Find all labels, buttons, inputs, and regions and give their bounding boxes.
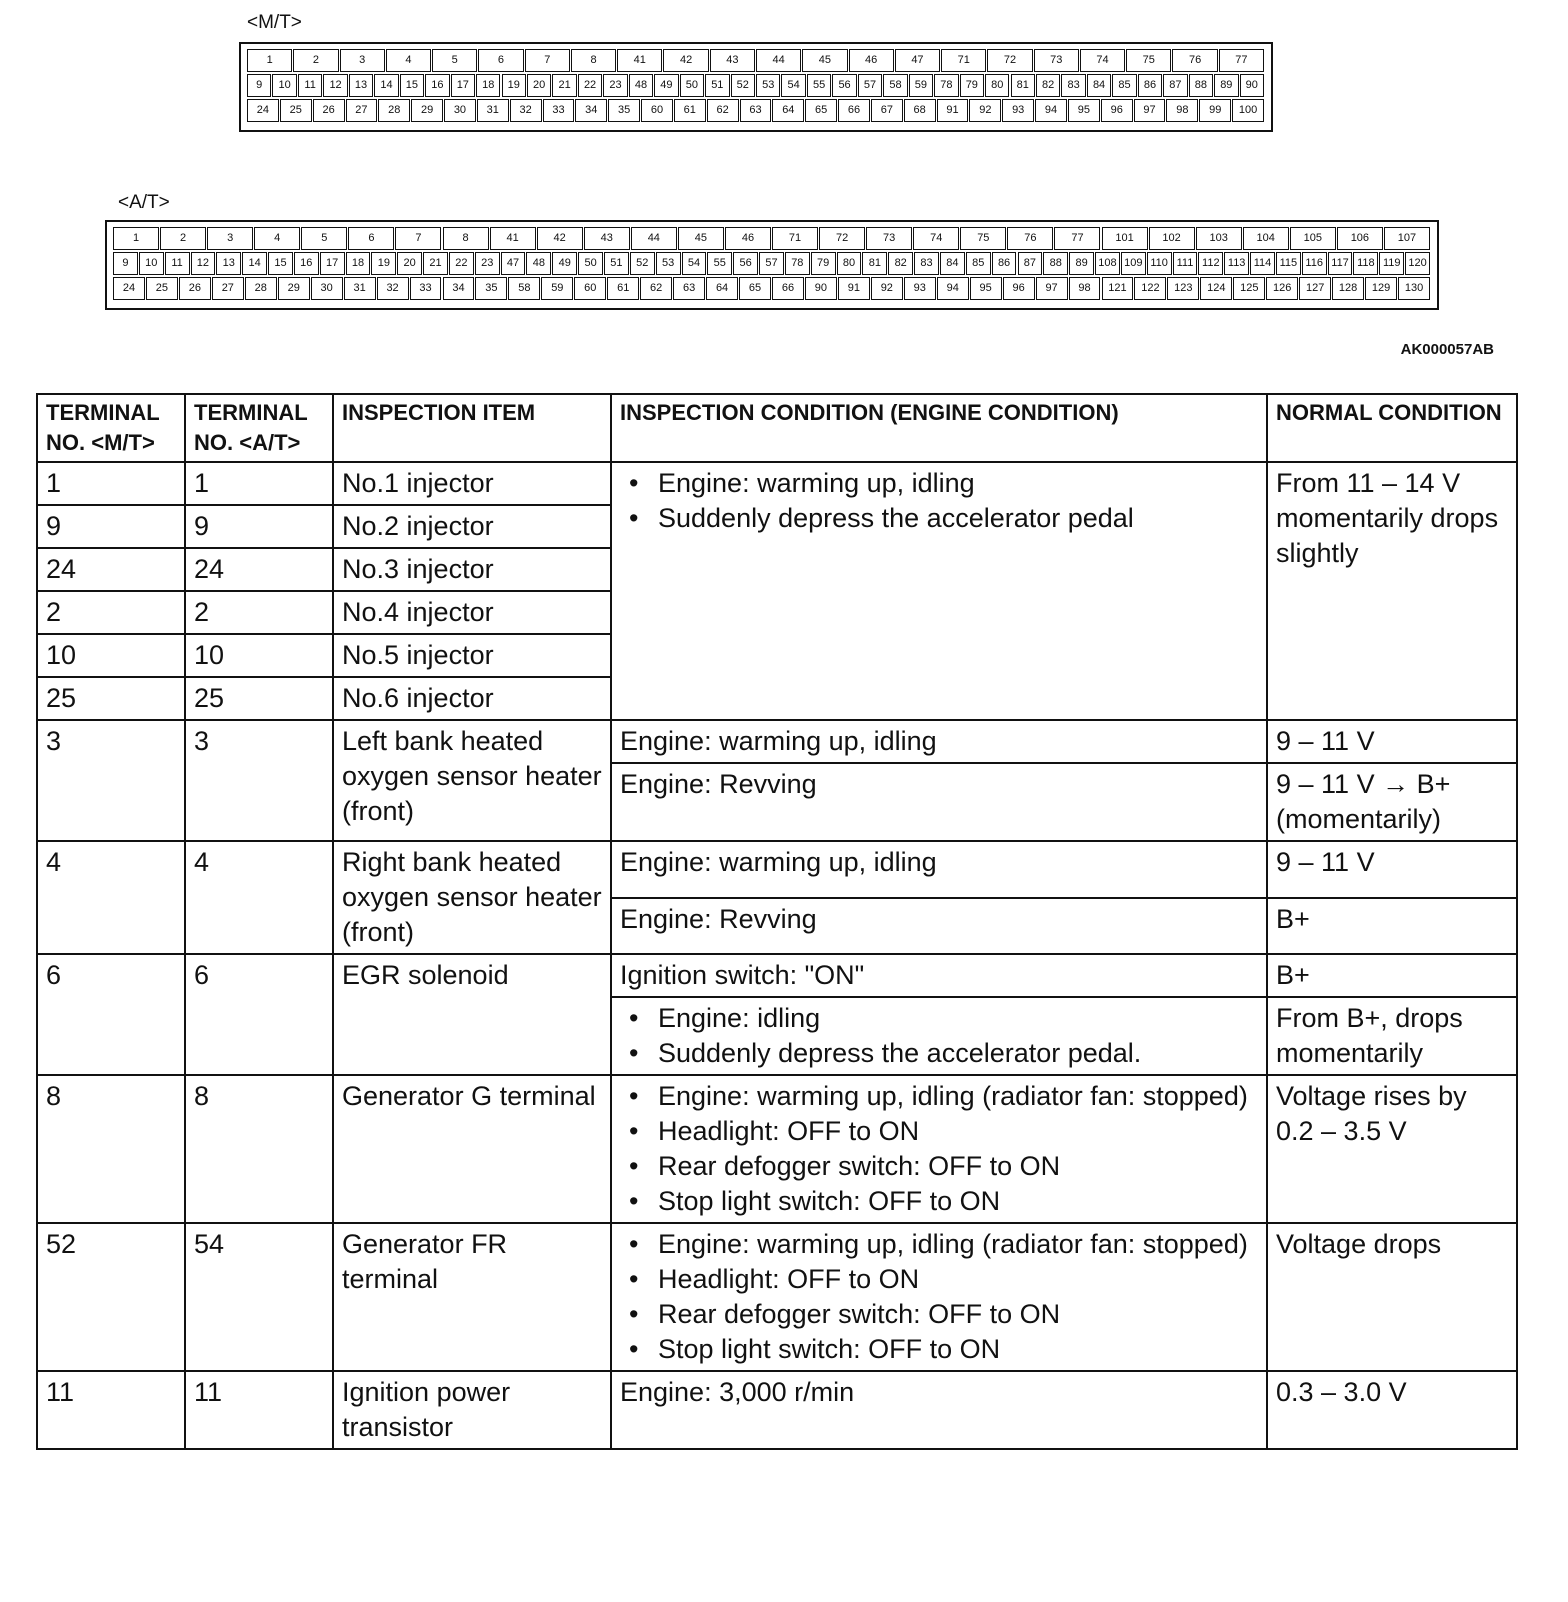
connector-pin: 56 (733, 252, 758, 275)
connector-pin: 127 (1299, 277, 1331, 300)
connector-pin: 74 (1080, 49, 1125, 72)
inspection-item: No.4 injector (333, 591, 611, 634)
connector-pin: 61 (607, 277, 639, 300)
connector-pin: 57 (759, 252, 784, 275)
connector-pin: 10 (139, 252, 164, 275)
connector-pin: 106 (1337, 227, 1383, 250)
connector-pin: 92 (871, 277, 903, 300)
terminal-at: 54 (185, 1223, 333, 1371)
connector-pin: 62 (640, 277, 672, 300)
at-connector-label: <A/T> (118, 192, 170, 213)
connector-pin: 25 (146, 277, 178, 300)
normal-condition: 0.3 – 3.0 V (1267, 1371, 1517, 1449)
connector-pin: 5 (301, 227, 347, 250)
connector-pin: 90 (1240, 74, 1264, 97)
header-inspection-item: INSPECTION ITEM (333, 394, 611, 462)
normal-condition: 9 – 11 V (1267, 841, 1517, 898)
connector-pin: 86 (1138, 74, 1162, 97)
connector-pin: 33 (410, 277, 442, 300)
connector-pin: 20 (397, 252, 422, 275)
connector-pin: 46 (849, 49, 894, 72)
connector-pin: 67 (871, 99, 903, 122)
connector-pin: 58 (883, 74, 907, 97)
connector-pin: 125 (1233, 277, 1265, 300)
inspection-item: No.5 injector (333, 634, 611, 677)
inspection-condition: Engine: warming up, idling (611, 841, 1267, 898)
connector-pin: 45 (678, 227, 724, 250)
inspection-condition (611, 997, 1267, 1075)
mt-connector-label: <M/T> (247, 12, 302, 33)
table-header-row (37, 394, 1517, 462)
connector-pin: 79 (811, 252, 836, 275)
connector-pin: 44 (631, 227, 677, 250)
connector-pin: 35 (608, 99, 640, 122)
condition-bullet: • Engine: warming up, idling (radiator fan: stopped) (620, 1079, 1258, 1114)
connector-pin: 114 (1250, 252, 1275, 275)
condition-bullet: • Headlight: OFF to ON (620, 1114, 1258, 1149)
connector-pin: 90 (805, 277, 837, 300)
table-row (37, 954, 1517, 997)
header-terminal-at: TERMINAL NO. <A/T> (185, 394, 333, 462)
connector-pin: 84 (940, 252, 965, 275)
connector-pin: 91 (838, 277, 870, 300)
inspection-condition: Ignition switch: "ON" (611, 954, 1267, 997)
connector-pin: 24 (113, 277, 145, 300)
connector-pin: 66 (838, 99, 870, 122)
connector-pin: 93 (904, 277, 936, 300)
connector-pin: 105 (1290, 227, 1336, 250)
inspection-item: Generator G terminal (333, 1075, 611, 1223)
connector-pin: 1 (247, 49, 292, 72)
connector-pin: 32 (377, 277, 409, 300)
connector-pin: 87 (1018, 252, 1043, 275)
connector-pin: 112 (1198, 252, 1223, 275)
connector-pin: 13 (216, 252, 241, 275)
connector-pin: 55 (807, 74, 831, 97)
connector-pin: 21 (552, 74, 576, 97)
connector-pin: 2 (160, 227, 206, 250)
condition-bullet: • Suddenly depress the accelerator pedal. (620, 1036, 1258, 1071)
connector-pin: 129 (1365, 277, 1397, 300)
connector-pin: 60 (574, 277, 606, 300)
connector-pin: 53 (656, 252, 681, 275)
connector-pin: 63 (673, 277, 705, 300)
connector-pin: 4 (254, 227, 300, 250)
terminal-mt: 1 (37, 462, 185, 505)
inspection-condition: Engine: warming up, idling (611, 720, 1267, 763)
inspection-condition (611, 1075, 1267, 1223)
connector-pin: 103 (1196, 227, 1242, 250)
connector-pin: 121 (1102, 277, 1134, 300)
connector-pin: 22 (578, 74, 602, 97)
connector-pin: 45 (802, 49, 847, 72)
connector-pin: 62 (707, 99, 739, 122)
connector-pin: 55 (707, 252, 732, 275)
connector-pin: 26 (313, 99, 345, 122)
connector-pin: 43 (710, 49, 755, 72)
terminal-mt: 25 (37, 677, 185, 720)
inspection-condition: Engine: Revving (611, 898, 1267, 955)
connector-pin: 48 (629, 74, 653, 97)
connector-pin: 3 (207, 227, 253, 250)
connector-pin: 82 (1036, 74, 1060, 97)
terminal-mt: 9 (37, 505, 185, 548)
connector-pin: 27 (346, 99, 378, 122)
connector-pin: 97 (1036, 277, 1068, 300)
terminal-at: 4 (185, 841, 333, 954)
table-row (37, 462, 1517, 505)
terminal-mt: 6 (37, 954, 185, 1075)
normal-condition: Voltage drops (1267, 1223, 1517, 1371)
connector-pin: 12 (323, 74, 347, 97)
connector-pin: 29 (411, 99, 443, 122)
table-row (37, 1371, 1517, 1449)
table-row (37, 841, 1517, 898)
terminal-mt: 24 (37, 548, 185, 591)
connector-pin: 75 (960, 227, 1006, 250)
terminal-at: 8 (185, 1075, 333, 1223)
connector-pin: 88 (1189, 74, 1213, 97)
table-row (37, 720, 1517, 763)
connector-pin: 117 (1328, 252, 1353, 275)
connector-pin: 22 (449, 252, 474, 275)
condition-bullet: • Stop light switch: OFF to ON (620, 1184, 1258, 1219)
connector-pin: 15 (400, 74, 424, 97)
normal-condition: From B+, drops momentarily (1267, 997, 1517, 1075)
connector-pin: 64 (706, 277, 738, 300)
connector-pin: 95 (970, 277, 1002, 300)
connector-pin: 53 (756, 74, 780, 97)
connector-pin: 31 (477, 99, 509, 122)
connector-pin: 94 (937, 277, 969, 300)
inspection-item: Right bank heated oxygen sensor heater (front) (333, 841, 611, 954)
connector-pin: 100 (1232, 99, 1264, 122)
connector-pin: 73 (866, 227, 912, 250)
header-terminal-mt: TERMINAL NO. <M/T> (37, 394, 185, 462)
connector-pin: 85 (1112, 74, 1136, 97)
connector-pin: 86 (992, 252, 1017, 275)
connector-pin: 11 (165, 252, 190, 275)
connector-pin: 23 (603, 74, 627, 97)
connector-pin: 76 (1172, 49, 1217, 72)
connector-pin: 83 (914, 252, 939, 275)
connector-pin: 89 (1069, 252, 1094, 275)
connector-pin: 12 (191, 252, 216, 275)
connector-pin: 88 (1043, 252, 1068, 275)
connector-pin: 24 (247, 99, 279, 122)
connector-pin: 72 (819, 227, 865, 250)
connector-pin: 79 (960, 74, 984, 97)
connector-pin: 75 (1126, 49, 1171, 72)
connector-pin: 17 (320, 252, 345, 275)
table-row (37, 1223, 1517, 1371)
connector-pin: 42 (537, 227, 583, 250)
connector-pin: 6 (348, 227, 394, 250)
connector-pin: 28 (378, 99, 410, 122)
connector-pin: 17 (451, 74, 475, 97)
terminal-mt: 52 (37, 1223, 185, 1371)
connector-pin: 65 (805, 99, 837, 122)
connector-pin: 29 (278, 277, 310, 300)
connector-pin: 19 (371, 252, 396, 275)
table-row (37, 1075, 1517, 1223)
condition-bullet: • Engine: idling (620, 1001, 1258, 1036)
normal-condition: Voltage rises by 0.2 – 3.5 V (1267, 1075, 1517, 1223)
terminal-at: 3 (185, 720, 333, 841)
terminal-at: 11 (185, 1371, 333, 1449)
connector-pin: 119 (1379, 252, 1404, 275)
terminal-at: 1 (185, 462, 333, 505)
connector-pin: 43 (584, 227, 630, 250)
connector-pin: 81 (1011, 74, 1035, 97)
connector-pin: 101 (1102, 227, 1148, 250)
terminal-at: 6 (185, 954, 333, 1075)
connector-pin: 130 (1398, 277, 1430, 300)
connector-pin: 54 (682, 252, 707, 275)
connector-pin: 51 (604, 252, 629, 275)
connector-pin: 68 (904, 99, 936, 122)
inspection-item: No.1 injector (333, 462, 611, 505)
connector-pin: 85 (966, 252, 991, 275)
connector-pin: 111 (1173, 252, 1198, 275)
connector-pin: 15 (268, 252, 293, 275)
connector-pin: 71 (941, 49, 986, 72)
connector-pin: 34 (443, 277, 475, 300)
connector-pin: 74 (913, 227, 959, 250)
connector-pin: 50 (578, 252, 603, 275)
connector-pin: 71 (772, 227, 818, 250)
connector-pin: 98 (1069, 277, 1101, 300)
connector-pin: 83 (1061, 74, 1085, 97)
at-connector-diagram (105, 220, 1439, 310)
inspection-condition: Engine: 3,000 r/min (611, 1371, 1267, 1449)
terminal-mt: 8 (37, 1075, 185, 1223)
connector-pin: 99 (1199, 99, 1231, 122)
inspection-item: No.6 injector (333, 677, 611, 720)
connector-pin: 44 (756, 49, 801, 72)
inspection-item: No.2 injector (333, 505, 611, 548)
connector-pin: 124 (1200, 277, 1232, 300)
connector-pin: 92 (969, 99, 1001, 122)
connector-pin: 19 (502, 74, 526, 97)
connector-pin: 126 (1266, 277, 1298, 300)
inspection-item: Left bank heated oxygen sensor heater (front) (333, 720, 611, 841)
connector-pin: 72 (987, 49, 1032, 72)
connector-pin: 52 (731, 74, 755, 97)
condition-bullet: • Rear defogger switch: OFF to ON (620, 1297, 1258, 1332)
connector-pin: 95 (1068, 99, 1100, 122)
connector-pin: 25 (280, 99, 312, 122)
connector-pin: 118 (1353, 252, 1378, 275)
connector-pin: 97 (1134, 99, 1166, 122)
connector-pin: 42 (663, 49, 708, 72)
connector-pin: 96 (1003, 277, 1035, 300)
connector-pin: 49 (654, 74, 678, 97)
connector-pin: 94 (1035, 99, 1067, 122)
connector-pin: 18 (476, 74, 500, 97)
connector-pin: 4 (386, 49, 431, 72)
inspection-condition (611, 462, 1267, 720)
connector-pin: 21 (423, 252, 448, 275)
connector-pin: 110 (1147, 252, 1172, 275)
connector-pin: 96 (1101, 99, 1133, 122)
header-normal-condition: NORMAL CONDITION (1267, 394, 1517, 462)
terminal-at: 9 (185, 505, 333, 548)
normal-condition: 9 – 11 V (1267, 720, 1517, 763)
inspection-condition: Engine: Revving (611, 763, 1267, 841)
normal-condition: B+ (1267, 954, 1517, 997)
connector-pin: 47 (501, 252, 526, 275)
terminal-at: 2 (185, 591, 333, 634)
condition-bullet: • Stop light switch: OFF to ON (620, 1332, 1258, 1367)
inspection-item: No.3 injector (333, 548, 611, 591)
connector-pin: 77 (1054, 227, 1100, 250)
connector-pin: 64 (772, 99, 804, 122)
condition-bullet: • Suddenly depress the accelerator pedal (620, 501, 1258, 536)
connector-pin: 54 (781, 74, 805, 97)
connector-pin: 123 (1167, 277, 1199, 300)
connector-pin: 61 (674, 99, 706, 122)
connector-pin: 81 (862, 252, 887, 275)
connector-pin: 35 (475, 277, 507, 300)
connector-pin: 8 (443, 227, 489, 250)
connector-pin: 115 (1276, 252, 1301, 275)
connector-pin: 59 (541, 277, 573, 300)
connector-pin: 73 (1034, 49, 1079, 72)
connector-pin: 113 (1224, 252, 1249, 275)
connector-pin: 5 (432, 49, 477, 72)
connector-pin: 78 (934, 74, 958, 97)
connector-pin: 48 (526, 252, 551, 275)
connector-pin: 93 (1002, 99, 1034, 122)
terminal-at: 10 (185, 634, 333, 677)
connector-pin: 30 (444, 99, 476, 122)
connector-pin: 14 (242, 252, 267, 275)
connector-pin: 32 (510, 99, 542, 122)
connector-pin: 41 (490, 227, 536, 250)
connector-pin: 10 (272, 74, 296, 97)
connector-pin: 28 (245, 277, 277, 300)
inspection-condition (611, 1223, 1267, 1371)
connector-pin: 7 (525, 49, 570, 72)
terminal-at: 25 (185, 677, 333, 720)
header-inspection-condition: INSPECTION CONDITION (ENGINE CONDITION) (611, 394, 1267, 462)
connector-pin: 14 (374, 74, 398, 97)
connector-pin: 8 (571, 49, 616, 72)
connector-pin: 116 (1302, 252, 1327, 275)
connector-pin: 78 (785, 252, 810, 275)
terminal-mt: 10 (37, 634, 185, 677)
normal-condition: 9 – 11 V → B+ (momentarily) (1267, 763, 1517, 841)
connector-pin: 80 (985, 74, 1009, 97)
condition-bullet: • Headlight: OFF to ON (620, 1262, 1258, 1297)
connector-pin: 51 (705, 74, 729, 97)
connector-pin: 59 (909, 74, 933, 97)
normal-condition: B+ (1267, 898, 1517, 955)
normal-condition: From 11 – 14 V momentarily drops slightly (1267, 462, 1517, 720)
connector-pin: 34 (575, 99, 607, 122)
connector-pin: 49 (552, 252, 577, 275)
connector-pin: 41 (617, 49, 662, 72)
connector-pin: 89 (1214, 74, 1238, 97)
connector-pin: 26 (179, 277, 211, 300)
condition-bullet: • Engine: warming up, idling (620, 466, 1258, 501)
connector-pin: 31 (344, 277, 376, 300)
connector-pin: 9 (247, 74, 271, 97)
inspection-table (36, 393, 1518, 1450)
mt-connector-diagram (239, 42, 1273, 132)
connector-pin: 98 (1166, 99, 1198, 122)
connector-pin: 57 (858, 74, 882, 97)
connector-pin: 65 (739, 277, 771, 300)
inspection-item: Generator FR terminal (333, 1223, 611, 1371)
connector-pin: 120 (1405, 252, 1430, 275)
connector-pin: 16 (294, 252, 319, 275)
connector-pin: 104 (1243, 227, 1289, 250)
connector-pin: 9 (113, 252, 138, 275)
connector-pin: 2 (293, 49, 338, 72)
condition-bullet: • Rear defogger switch: OFF to ON (620, 1149, 1258, 1184)
connector-pin: 7 (395, 227, 441, 250)
connector-pin: 47 (895, 49, 940, 72)
connector-pin: 108 (1095, 252, 1120, 275)
connector-pin: 6 (478, 49, 523, 72)
connector-pin: 58 (508, 277, 540, 300)
terminal-at: 24 (185, 548, 333, 591)
inspection-item: Ignition power transistor (333, 1371, 611, 1449)
connector-pin: 16 (425, 74, 449, 97)
connector-pin: 46 (725, 227, 771, 250)
connector-pin: 23 (475, 252, 500, 275)
terminal-mt: 2 (37, 591, 185, 634)
connector-pin: 60 (641, 99, 673, 122)
terminal-mt: 11 (37, 1371, 185, 1449)
connector-pin: 128 (1332, 277, 1364, 300)
connector-pin: 102 (1149, 227, 1195, 250)
connector-pin: 63 (740, 99, 772, 122)
connector-pin: 66 (772, 277, 804, 300)
terminal-mt: 3 (37, 720, 185, 841)
connector-pin: 30 (311, 277, 343, 300)
connector-pin: 27 (212, 277, 244, 300)
connector-pin: 109 (1121, 252, 1146, 275)
connector-pin: 13 (349, 74, 373, 97)
condition-bullet: • Engine: warming up, idling (radiator fan: stopped) (620, 1227, 1258, 1262)
inspection-item: EGR solenoid (333, 954, 611, 1075)
connector-pin: 33 (543, 99, 575, 122)
connector-pin: 50 (680, 74, 704, 97)
connector-pin: 18 (346, 252, 371, 275)
connector-pin: 1 (113, 227, 159, 250)
diagram-code: AK000057AB (1400, 341, 1494, 358)
connector-pin: 82 (888, 252, 913, 275)
connector-pin: 122 (1134, 277, 1166, 300)
connector-pin: 76 (1007, 227, 1053, 250)
connector-pin: 107 (1384, 227, 1430, 250)
connector-pin: 11 (298, 74, 322, 97)
connector-pin: 52 (630, 252, 655, 275)
connector-pin: 77 (1219, 49, 1264, 72)
connector-pin: 20 (527, 74, 551, 97)
connector-pin: 80 (837, 252, 862, 275)
connector-pin: 56 (832, 74, 856, 97)
terminal-mt: 4 (37, 841, 185, 954)
connector-pin: 87 (1163, 74, 1187, 97)
connector-pin: 91 (937, 99, 969, 122)
connector-pin: 3 (340, 49, 385, 72)
connector-pin: 84 (1087, 74, 1111, 97)
